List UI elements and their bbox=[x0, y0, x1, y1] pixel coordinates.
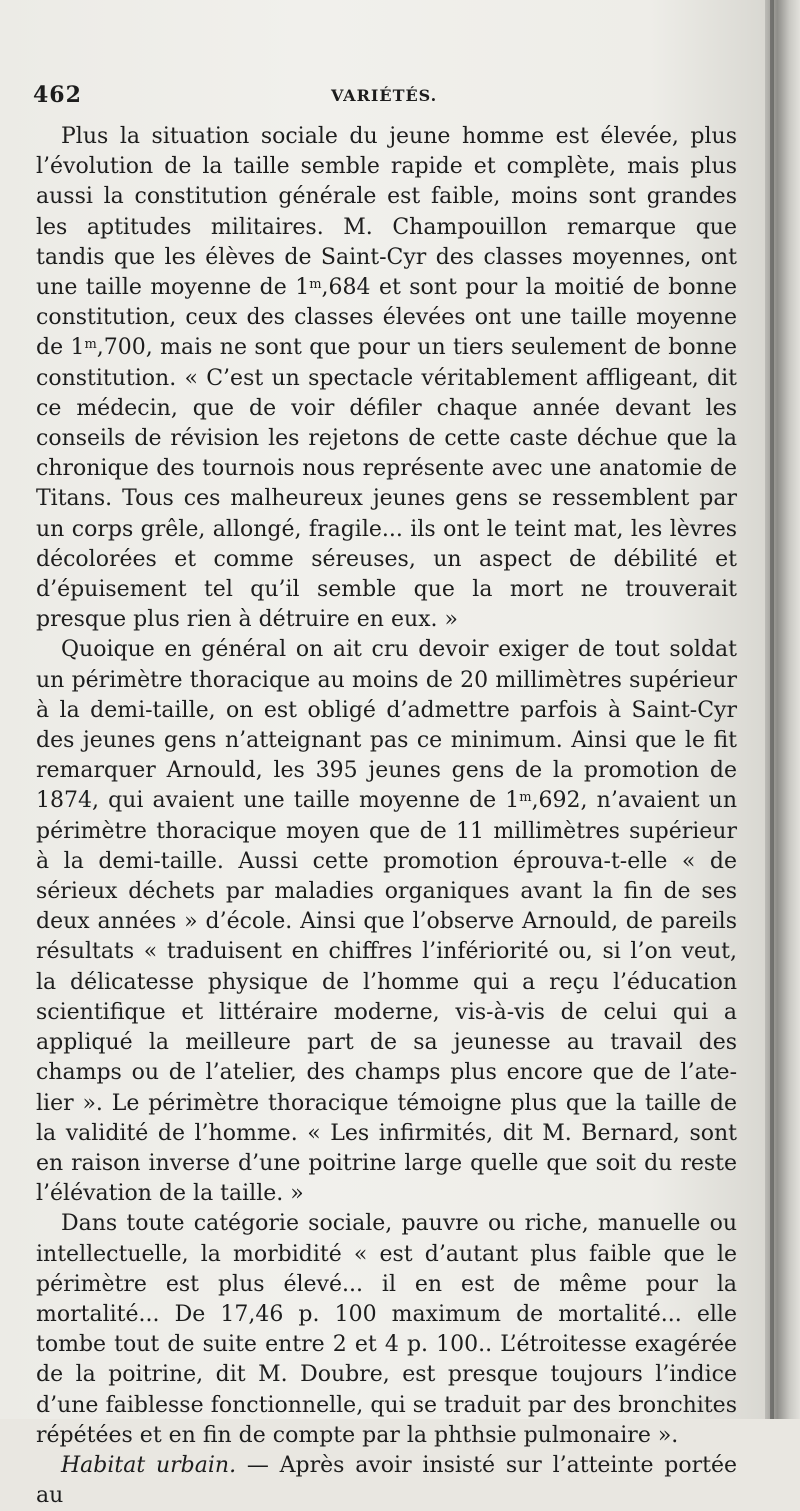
text-run: Quoique en général on ait cru devoir exiger de tout soldat un périmètre thoracique au moins de 20 millimètres supérieur à la demi-taille, on est obligé d’admettre parfois à Saint-Cyr des jeunes gens n’atteignant pas ce minimum. Ainsi que le fit remarquer Arnould, les 395 jeunes gens de la promotion de 1874, qui avaient une taille moyenne de 1 bbox=[36, 637, 737, 814]
running-head: VARIÉTÉS. bbox=[331, 86, 438, 105]
paragraph-1 bbox=[36, 122, 737, 635]
text-run: ,692, n’avaient un périmètre thoracique moyen que de 11 millimètres supérieur à la demi-taille. Aussi cette promotion éprouva-t-elle « de sérieux déchets par maladies organiques avant la fin de ses deux années » d’école. Ainsi que l’observe Arnould, de pareils résultats « traduisent en chiffres l’infériorité ou, si l’on veut, la délicatesse physique de l’homme qui a reçu l’éducation scientifique et littéraire moderne, vis-à-vis de celui qui a appliqué la meilleure part de sa jeunesse au travail des champs ou de l’atelier, des champs plus encore que de l’atelier ». Le périmètre thoracique témoigne plus que la taille de la validité de l’homme. « Les infirmités, dit M. Bernard, sont en raison inverse d’une poitrine large quelle que soit du reste l’élévation de la taille. » bbox=[36, 788, 737, 1207]
page-gutter-shadow bbox=[770, 0, 774, 1419]
text-run: ,700, mais ne sont que pour un tiers seulement de bonne constitution. « C’est un spectacle véritablement affligeant, dit ce médecin, que de voir défiler chaque année devant les conseils de révision les rejetons de cette caste déchue que la chronique des tournois nous représente avec une anatomie de Titans. Tous ces malheureux jeunes gens se ressemblent par un corps grêle, allongé, fragile... ils ont le teint mat, les lèvres décolorées et comme séreuses, un aspect de débilité et d’épuisement tel qu’il semble que la mort ne trouverait presque plus rien à détruire en eux. » bbox=[36, 335, 737, 633]
text-run: — Après avoir insisté sur l’atteinte portée au bbox=[36, 1452, 738, 1509]
text-run: ,684 et sont pour la moitié de bonne constitution, ceux des classes élevées ont une taille moyenne de 1 bbox=[36, 275, 737, 361]
page-number: 462 bbox=[33, 82, 82, 108]
paragraph-2 bbox=[36, 635, 737, 1209]
body-text bbox=[36, 122, 737, 1511]
page-header bbox=[33, 82, 733, 112]
superscript: m bbox=[84, 337, 97, 353]
superscript: m bbox=[519, 790, 532, 806]
text-run: Plus la situation sociale du jeune homme est élevée, plus l’évolution de la taille semble rapide et complète, mais plus aussi la constitution générale est faible, moins sont grandes les aptitudes militaires. M. Champouillon remarque que tandis que les élèves de Saint-Cyr des classes moyennes, ont une taille moyenne de 1 bbox=[36, 124, 737, 301]
section-heading: Habitat urbain. bbox=[61, 1452, 237, 1478]
paragraph-4 bbox=[36, 1451, 737, 1511]
text-run: Dans toute catégorie sociale, pauvre ou riche, manuelle ou intellectuelle, la morbidité « est d’autant plus faible que le périmètre est plus élevé... il en est de même pour la mortalité... De 17,46 p. 100 maximum de mortalité... elle tombe tout de suite entre 2 et 4 p. 100.. L’étroitesse exagérée de la poitrine, dit M. Doubre, est presque toujours l’indice d’une faiblesse fonctionnelle, qui se traduit par des bronchites répétées et en fin de compte par la phthsie pulmonaire ». bbox=[36, 1211, 737, 1448]
superscript: m bbox=[309, 277, 322, 293]
paragraph-3 bbox=[36, 1209, 737, 1451]
